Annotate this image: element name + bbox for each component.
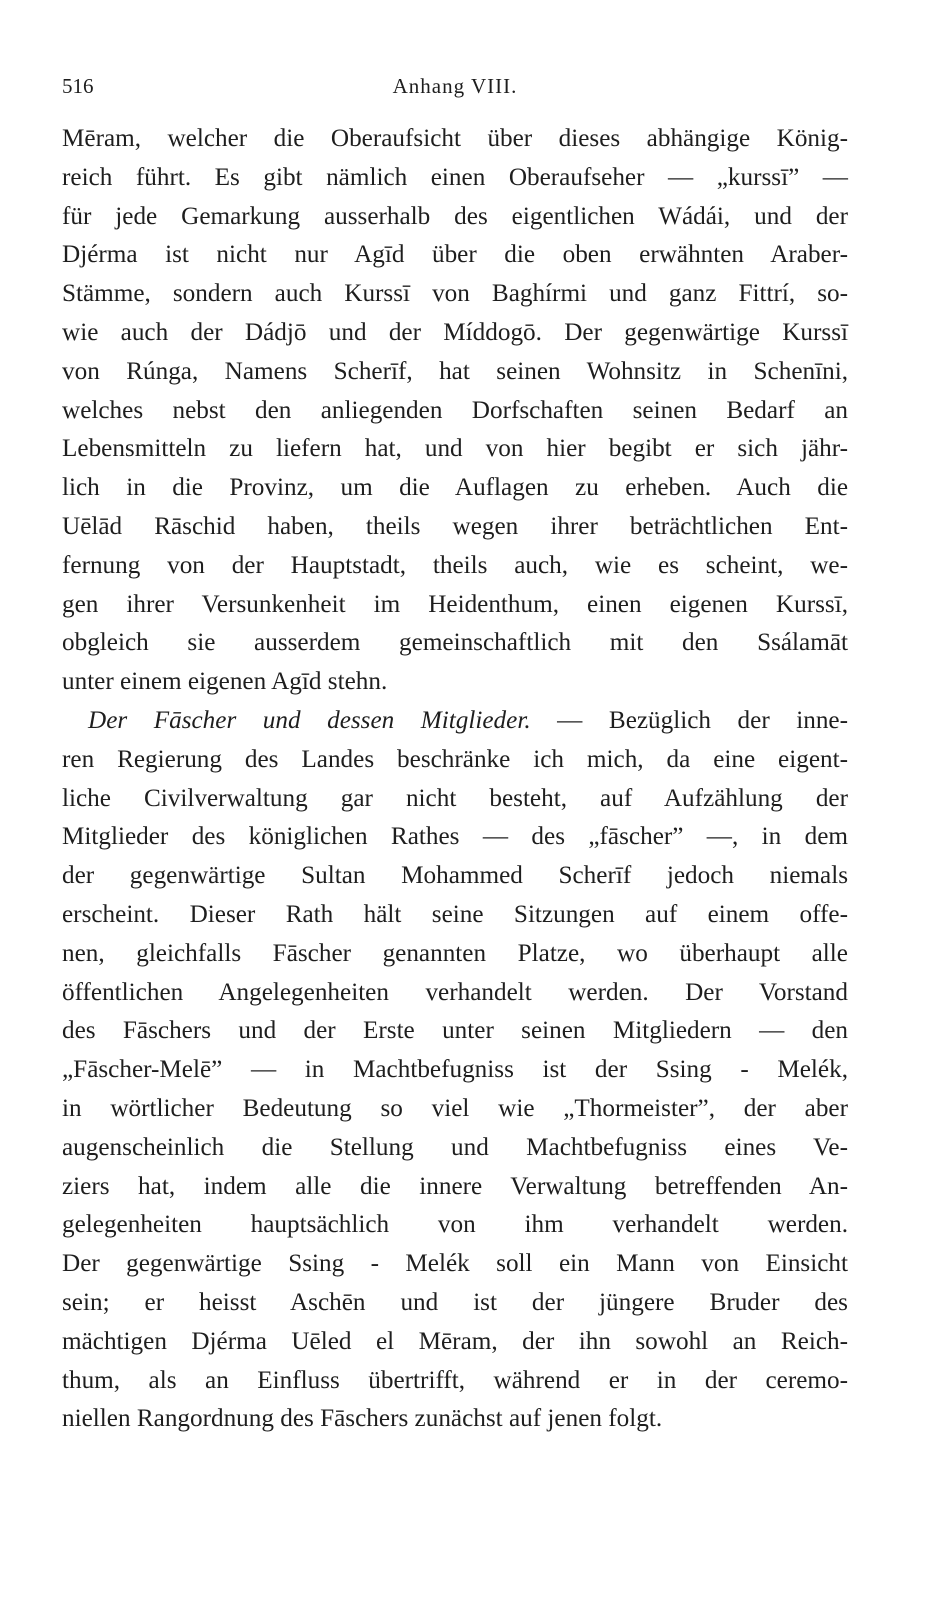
text-line: öffentlichen Angelegenheiten verhandelt werden. Der Vorstand (62, 978, 848, 1006)
text-line: „Fāscher-Melē” — in Machtbefugniss ist der Ssing - Melék, (62, 1056, 848, 1084)
paragraph-opening-line (62, 702, 848, 741)
section-title: Anhang VIII. (392, 74, 518, 98)
text-line: sein; er heisst Aschēn und ist der jüngere Bruder des (62, 1288, 848, 1316)
text-line: thum, als an Einfluss übertrifft, während er in der ceremo- (62, 1366, 848, 1394)
text-line: in wörtlicher Bedeutung so viel wie „Thormeister”, der aber (62, 1094, 848, 1122)
text-line: Mēram, welcher die Oberaufsicht über dieses abhängige König- (62, 125, 848, 152)
text-line: welches nebst den anliegenden Dorfschaften seinen Bedarf an (62, 396, 848, 424)
text-line: obgleich sie ausserdem gemeinschaftlich mit den Ssálamāt (62, 629, 848, 657)
text-line: liche Civilverwaltung gar nicht besteht, auf Aufzählung der (62, 784, 848, 812)
running-head (62, 68, 848, 108)
text-line: Lebensmitteln zu liefern hat, und von hier begibt er sich jähr- (62, 435, 848, 463)
text-line: für jede Gemarkung ausserhalb des eigentlichen Wádái, und der (62, 202, 848, 230)
text-line: nen, gleichfalls Fāscher genannten Platze, wo überhaupt alle (62, 939, 848, 967)
body-text (62, 120, 848, 1439)
text-line: reich führt. Es gibt nämlich einen Oberaufseher — „kurssī” — (62, 163, 848, 191)
text-line: Mitglieder des königlichen Rathes — des „fāscher” —, in dem (62, 823, 848, 851)
text-line: mächtigen Djérma Uēled el Mēram, der ihn sowohl an Reich- (62, 1327, 848, 1355)
book-page (62, 68, 848, 1439)
text-line: Uēlād Rāschid haben, theils wegen ihrer beträchtlichen Ent- (62, 512, 848, 540)
text-line: der gegenwärtige Sultan Mohammed Scherīf jedoch niemals (62, 862, 848, 890)
text-line: ren Regierung des Landes beschränke ich mich, da eine eigent- (62, 745, 848, 773)
section-heading-italic: Der Fāscher und dessen Mitglieder. (88, 706, 531, 734)
text-line: gelegenheiten hauptsächlich von ihm verhandelt werden. (62, 1211, 848, 1239)
paragraph-1 (62, 120, 848, 702)
text-line: unter einem eigenen Agīd stehn. (62, 668, 388, 696)
text-line: ziers hat, indem alle die innere Verwaltung betreffenden An- (62, 1172, 848, 1200)
text-line: gen ihrer Versunkenheit im Heidenthum, einen eigenen Kurssī, (62, 590, 848, 618)
page-number: 516 (62, 74, 94, 98)
text-line: des Fāschers und der Erste unter seinen Mitgliedern — den (62, 1017, 848, 1045)
text-line: Stämme, sondern auch Kurssī von Baghírmi und ganz Fittrí, so- (62, 280, 848, 308)
text-line: niellen Rangordnung des Fāschers zunächst auf jenen folgt. (62, 1405, 663, 1433)
text-line: augenscheinlich die Stellung und Machtbefugniss eines Ve- (62, 1133, 848, 1161)
paragraph-2 (62, 702, 848, 1439)
text-line: wie auch der Dádjō und der Míddogō. Der gegenwärtige Kurssī (62, 318, 848, 346)
opening-line-rest: — Bezüglich der inne- (530, 706, 848, 734)
text-line: Djérma ist nicht nur Agīd über die oben erwähnten Araber- (62, 241, 848, 269)
text-line: erscheint. Dieser Rath hält seine Sitzungen auf einem offe- (62, 900, 848, 928)
text-line: lich in die Provinz, um die Auflagen zu erheben. Auch die (62, 474, 848, 502)
text-line: von Rúnga, Namens Scherīf, hat seinen Wohnsitz in Schenīni, (62, 357, 848, 385)
text-line: fernung von der Hauptstadt, theils auch, wie es scheint, we- (62, 551, 848, 579)
text-line: Der gegenwärtige Ssing - Melék soll ein Mann von Einsicht (62, 1250, 848, 1278)
